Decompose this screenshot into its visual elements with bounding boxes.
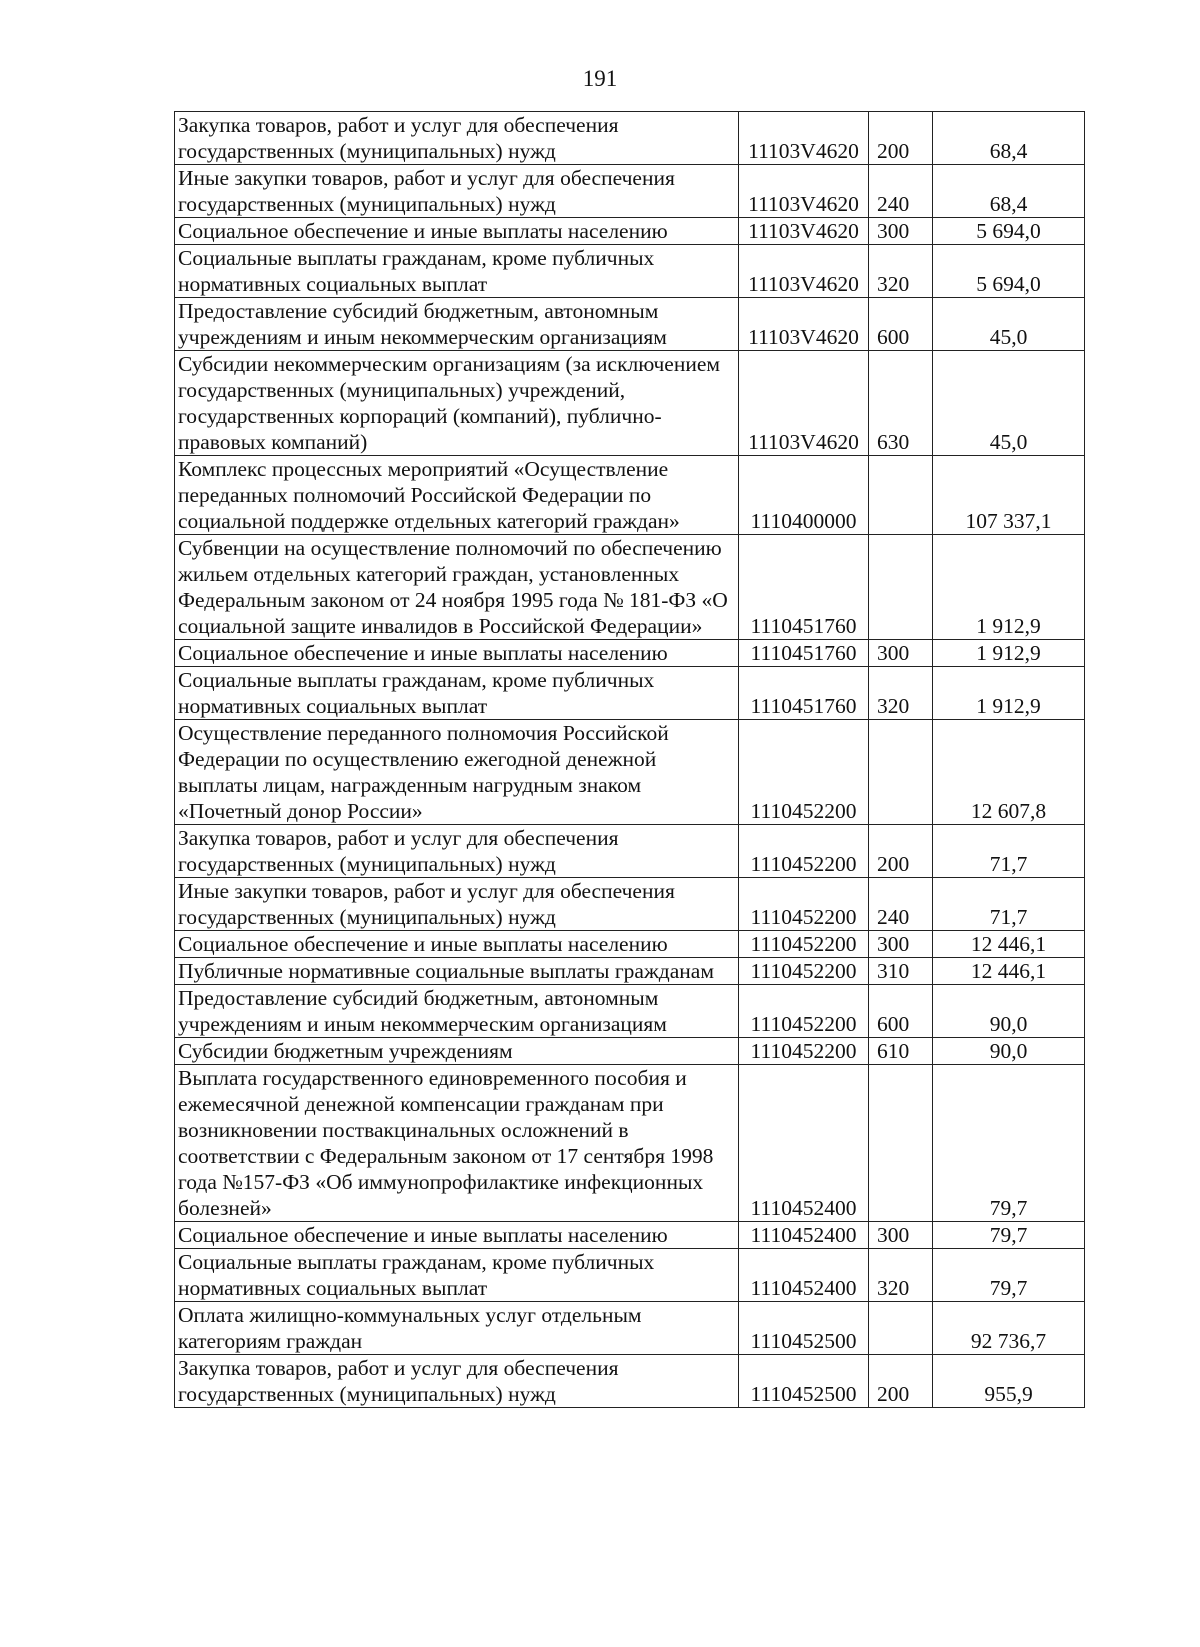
row-sum-cell: 45,0 <box>933 351 1085 456</box>
row-sum-cell: 71,7 <box>933 825 1085 878</box>
row-name-cell: Публичные нормативные социальные выплаты гражданам <box>175 958 739 985</box>
row-code-cell: 1110452500 <box>739 1302 869 1355</box>
row-code-cell: 11103V4620 <box>739 112 869 165</box>
table-row <box>175 720 1085 825</box>
row-sum-cell: 90,0 <box>933 985 1085 1038</box>
row-code-cell: 1110452200 <box>739 931 869 958</box>
budget-table <box>174 111 1085 1408</box>
row-code-cell: 1110452400 <box>739 1222 869 1249</box>
row-name-cell: Социальные выплаты гражданам, кроме публичных нормативных социальных выплат <box>175 667 739 720</box>
row-code-cell: 1110452500 <box>739 1355 869 1408</box>
row-code-cell: 11103V4620 <box>739 351 869 456</box>
row-sum-cell: 955,9 <box>933 1355 1085 1408</box>
row-code-cell: 1110452200 <box>739 958 869 985</box>
table-row <box>175 667 1085 720</box>
row-type-cell <box>869 535 933 640</box>
row-code-cell: 1110451760 <box>739 640 869 667</box>
row-type-cell: 300 <box>869 218 933 245</box>
budget-table-body <box>175 112 1085 1408</box>
row-name-cell: Субсидии некоммерческим организациям (за исключением государственных (муниципальных) учреждений, государственных корпораций (компаний), публично-правовых компаний) <box>175 351 739 456</box>
row-name-cell: Закупка товаров, работ и услуг для обеспечения государственных (муниципальных) нужд <box>175 1355 739 1408</box>
page-number: 191 <box>582 66 618 91</box>
row-sum-cell: 79,7 <box>933 1249 1085 1302</box>
row-sum-cell: 68,4 <box>933 165 1085 218</box>
row-sum-cell: 79,7 <box>933 1222 1085 1249</box>
row-name-cell: Социальное обеспечение и иные выплаты населению <box>175 640 739 667</box>
row-code-cell: 1110452200 <box>739 878 869 931</box>
row-type-cell: 240 <box>869 165 933 218</box>
row-name-cell: Осуществление переданного полномочия Российской Федерации по осуществлению ежегодной денежной выплаты лицам, награжденным нагрудным знаком «Почетный донор России» <box>175 720 739 825</box>
row-sum-cell: 92 736,7 <box>933 1302 1085 1355</box>
table-row <box>175 985 1085 1038</box>
table-row <box>175 958 1085 985</box>
row-sum-cell: 5 694,0 <box>933 218 1085 245</box>
row-type-cell <box>869 1065 933 1222</box>
table-row <box>175 1249 1085 1302</box>
table-row <box>175 640 1085 667</box>
row-type-cell <box>869 720 933 825</box>
row-type-cell: 320 <box>869 1249 933 1302</box>
row-type-cell: 300 <box>869 640 933 667</box>
row-sum-cell: 12 446,1 <box>933 931 1085 958</box>
row-code-cell: 11103V4620 <box>739 245 869 298</box>
row-type-cell: 600 <box>869 298 933 351</box>
row-type-cell <box>869 1302 933 1355</box>
row-code-cell: 1110452200 <box>739 985 869 1038</box>
row-name-cell: Субвенции на осуществление полномочий по обеспечению жильем отдельных категорий граждан, установленных Федеральным законом от 24 ноября 1995 года № 181-ФЗ «О социальной защите инвалидов в Российской Федерации» <box>175 535 739 640</box>
row-code-cell: 1110451760 <box>739 535 869 640</box>
row-name-cell: Предоставление субсидий бюджетным, автономным учреждениям и иным некоммерческим организациям <box>175 985 739 1038</box>
row-name-cell: Закупка товаров, работ и услуг для обеспечения государственных (муниципальных) нужд <box>175 825 739 878</box>
table-row <box>175 351 1085 456</box>
row-name-cell: Социальные выплаты гражданам, кроме публичных нормативных социальных выплат <box>175 245 739 298</box>
row-code-cell: 1110452400 <box>739 1065 869 1222</box>
row-type-cell <box>869 456 933 535</box>
row-type-cell: 630 <box>869 351 933 456</box>
table-row <box>175 1065 1085 1222</box>
row-sum-cell: 68,4 <box>933 112 1085 165</box>
row-sum-cell: 1 912,9 <box>933 640 1085 667</box>
row-name-cell: Закупка товаров, работ и услуг для обеспечения государственных (муниципальных) нужд <box>175 112 739 165</box>
row-name-cell: Предоставление субсидий бюджетным, автономным учреждениям и иным некоммерческим организациям <box>175 298 739 351</box>
table-row <box>175 218 1085 245</box>
row-code-cell: 1110452200 <box>739 1038 869 1065</box>
row-name-cell: Социальное обеспечение и иные выплаты населению <box>175 218 739 245</box>
row-sum-cell: 90,0 <box>933 1038 1085 1065</box>
row-name-cell: Выплата государственного единовременного пособия и ежемесячной денежной компенсации гражданам при возникновении поствакцинальных осложнений в соответствии с Федеральным законом от 17 сентября 1998 года №157-ФЗ «Об иммунопрофилактике инфекционных болезней» <box>175 1065 739 1222</box>
table-row <box>175 535 1085 640</box>
row-type-cell: 200 <box>869 112 933 165</box>
row-sum-cell: 45,0 <box>933 298 1085 351</box>
row-sum-cell: 12 446,1 <box>933 958 1085 985</box>
table-row <box>175 825 1085 878</box>
row-code-cell: 11103V4620 <box>739 218 869 245</box>
row-code-cell: 11103V4620 <box>739 298 869 351</box>
row-name-cell: Иные закупки товаров, работ и услуг для обеспечения государственных (муниципальных) нужд <box>175 878 739 931</box>
row-sum-cell: 107 337,1 <box>933 456 1085 535</box>
row-sum-cell: 5 694,0 <box>933 245 1085 298</box>
row-name-cell: Социальное обеспечение и иные выплаты населению <box>175 1222 739 1249</box>
row-code-cell: 1110400000 <box>739 456 869 535</box>
table-row <box>175 112 1085 165</box>
row-name-cell: Иные закупки товаров, работ и услуг для обеспечения государственных (муниципальных) нужд <box>175 165 739 218</box>
row-code-cell: 11103V4620 <box>739 165 869 218</box>
row-name-cell: Субсидии бюджетным учреждениям <box>175 1038 739 1065</box>
table-row <box>175 1302 1085 1355</box>
row-sum-cell: 1 912,9 <box>933 667 1085 720</box>
row-code-cell: 1110452200 <box>739 720 869 825</box>
row-name-cell: Социальное обеспечение и иные выплаты населению <box>175 931 739 958</box>
row-type-cell: 200 <box>869 825 933 878</box>
table-row <box>175 878 1085 931</box>
row-code-cell: 1110451760 <box>739 667 869 720</box>
row-code-cell: 1110452400 <box>739 1249 869 1302</box>
table-row <box>175 931 1085 958</box>
row-type-cell: 300 <box>869 1222 933 1249</box>
row-type-cell: 200 <box>869 1355 933 1408</box>
row-sum-cell: 79,7 <box>933 1065 1085 1222</box>
row-sum-cell: 71,7 <box>933 878 1085 931</box>
row-name-cell: Социальные выплаты гражданам, кроме публичных нормативных социальных выплат <box>175 1249 739 1302</box>
table-row <box>175 456 1085 535</box>
table-row <box>175 1038 1085 1065</box>
table-row <box>175 245 1085 298</box>
table-row <box>175 298 1085 351</box>
row-sum-cell: 1 912,9 <box>933 535 1085 640</box>
table-row <box>175 165 1085 218</box>
row-type-cell: 610 <box>869 1038 933 1065</box>
row-type-cell: 320 <box>869 245 933 298</box>
table-row <box>175 1355 1085 1408</box>
row-type-cell: 310 <box>869 958 933 985</box>
row-name-cell: Оплата жилищно-коммунальных услуг отдельным категориям граждан <box>175 1302 739 1355</box>
row-type-cell: 600 <box>869 985 933 1038</box>
row-type-cell: 240 <box>869 878 933 931</box>
table-row <box>175 1222 1085 1249</box>
row-type-cell: 320 <box>869 667 933 720</box>
row-sum-cell: 12 607,8 <box>933 720 1085 825</box>
row-type-cell: 300 <box>869 931 933 958</box>
row-name-cell: Комплекс процессных мероприятий «Осуществление переданных полномочий Российской Федерации по социальной поддержке отдельных категорий граждан» <box>175 456 739 535</box>
row-code-cell: 1110452200 <box>739 825 869 878</box>
